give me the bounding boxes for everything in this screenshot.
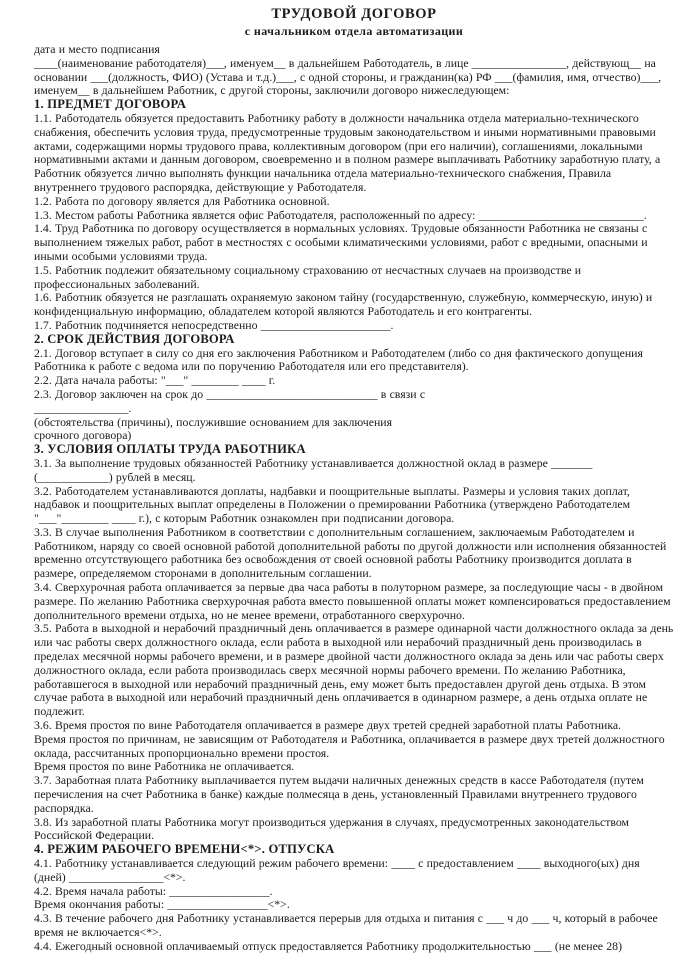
clause-2-3: 2.3. Договор заключен на срок до _____________________________ в связи с: [34, 386, 426, 401]
clause-4-3: 4.3. В течение рабочего дня Работнику устанавливается перерыв для отдыха и питания с ___ ч до ___ ч, который в рабочее время не включается<*>.: [34, 911, 658, 939]
clause-2-2: 2.2. Дата начала работы: "___" ________ ____ г.: [34, 373, 276, 388]
date-place-line: дата и место подписания: [34, 42, 160, 56]
clause-3-1-continuation: (____________) рублей в месяц.: [34, 469, 196, 484]
clause-4-2-line-2: Время окончания работы: _________________<*>.: [34, 897, 290, 912]
clause-3-5: 3.5. Работа в выходной и нерабочий праздничный день оплачивается в размере одинарной части должностного оклада за день или час работы сверх должностного оклада, если работа в выходной или нерабочий праздничный день производилась в пределах месячной нормы рабочего времени, и в размере двойной части должностного оклада за день или час работы сверх должностного оклада, если работа производилась сверх месячной нормы рабочего времени. По желанию Работника, работавшегося в выходной или нерабочий праздничный день, ему может быть предоставлен другой день отдыха. В этом случае работа в выходной или нерабочий праздничный день оплачивается в одинарном размере, а день отдыха оплате не подлежит.: [34, 621, 674, 719]
clause-3-1: 3.1. За выполнение трудовых обязанностей Работнику устанавливается должностной оклад в размере _______: [34, 455, 593, 470]
clause-2-3-note-line-1: (обстоятельства (причины), послужившие основанием для заключения: [34, 414, 392, 429]
section-3-heading: 3. УСЛОВИЯ ОПЛАТЫ ТРУДА РАБОТНИКА: [34, 442, 306, 457]
clause-1-3: 1.3. Местом работы Работника является офис Работодателя, расположенный по адресу: ____________________________.: [34, 207, 647, 222]
clause-4-2: 4.2. Время начала работы: _________________.: [34, 883, 273, 898]
clause-1-7: 1.7. Работник подчиняется непосредственно ______________________.: [34, 317, 394, 332]
clause-3-7: 3.7. Заработная плата Работнику выплачивается путем выдачи наличных денежных средств в кассе Работодателя (путем перечисления на счет Работника в банке) каждые полмесяца в день, установленный Правилами внутреннего трудового распорядка.: [34, 773, 644, 815]
clause-1-6: 1.6. Работник обязуется не разглашать охраняемую законом тайну (государственную, служебную, коммерческую, иную) и конфиденциальную информацию, обладателем которой являются Работодатель и его контрагенты.: [34, 290, 653, 319]
clause-3-2-continuation: "___"________ ____ г.), с которым Работник ознакомлен при подписании договора.: [34, 511, 455, 526]
clause-3-8: 3.8. Из заработной платы Работника могут производиться удержания в случаях, предусмотренных законодательством Российской Федерации.: [34, 814, 629, 843]
section-2-heading: 2. СРОК ДЕЙСТВИЯ ДОГОВОРА: [34, 331, 235, 346]
clause-1-5: 1.5. Работник подлежит обязательному социальному страхованию от несчастных случаев на производстве и профессиональных заболеваний.: [34, 262, 582, 291]
clause-1-2: 1.2. Работа по договору является для Работника основной.: [34, 193, 330, 208]
doc-title: ТРУДОВОЙ ДОГОВОР: [271, 6, 437, 22]
clause-1-1: 1.1. Работодатель обязуется предоставить Работнику работу в должности начальника отдела материально-технического снабжения, обеспечить условия труда, предусмотренные трудовым законодательством и иными нормативными правовыми актами, содержащими нормы трудового права, коллективным договором (при его наличии), соглашениями, локальными нормативными актами и данным договором, своевременно и в полном размере выплачивать Работнику заработную плату, а Работник обязуется лично выполнять функции начальника отдела материально-технического снабжения, Правила внутреннего трудового распорядка, действующие у Работодателя.: [34, 110, 661, 194]
clause-3-3: 3.3. В случае выполнения Работником в соответствии с дополнительным соглашением, заключаемым Работодателем и Работником, наряду со своей основной работой дополнительной работы по другой должности или исполнения обязанностей временно отсутствующего работника без освобождения от своей основной работы Работнику производится доплата в размере, определяемом сторонами в дополнительным соглашении.: [34, 524, 667, 581]
clause-4-4: 4.4. Ежегодный основной оплачиваемый отпуск предоставляется Работнику продолжительностью ___ (не менее 28): [34, 938, 623, 953]
preamble-paragraph: ____(наименование работодателя)___, именуем__ в дальнейшем Работодатель, в лице ________________, действующ__ на основании ___(должность, ФИО) (Устава и т.д.)___, с одной стороны, и гражданин(ка) РФ ___(фамилия, имя, отчество)___, именуем__ в дальнейшем Работник, с другой стороны, заключили договоро нижеследующем:: [34, 55, 662, 98]
doc-subtitle: с начальником отдела автоматизации: [244, 24, 464, 38]
clause-3-6-line-3: Время простоя по вине Работника не оплачивается.: [34, 759, 295, 774]
clause-3-4: 3.4. Сверхурочная работа оплачивается за первые два часа работы в полуторном размере, за последующие часы - в двойном размере. По желанию Работника сверхурочная работа вместо повышенной оплаты может компенсироваться предоставлением дополнительного времени отдыха, но не менее времени, отработанного сверхурочно.: [34, 580, 671, 622]
clause-2-1: 2.1. Договор вступает в силу со дня его заключения Работником и Работодателем (либо со дня фактического допущения Работника к работе с ведома или по поручению Работодателя или его представителя).: [34, 345, 643, 374]
clause-1-4: 1.4. Труд Работника по договору осуществляется в нормальных условиях. Трудовые обязанности Работника не связаны с выполнением тяжелых работ, работ в местностях с особыми климатическими условиями, работ с вредными, опасными и иными особыми условиями труда.: [34, 221, 648, 263]
section-4-heading: 4. РЕЖИМ РАБОЧЕГО ВРЕМЕНИ<*>. ОТПУСКА: [34, 842, 335, 857]
clause-3-6-line-2: Время простоя по причинам, не зависящим от Работодателя и Работника, оплачивается в размере двух третей должностного оклада, рассчитанных пропорционально времени простоя.: [34, 731, 665, 760]
clause-2-3-note-line-2: срочного договора): [34, 428, 132, 443]
clause-3-2: 3.2. Работодателем устанавливаются доплаты, надбавки и поощрительные выплаты. Размеры и условия таких доплат, надбавок и поощрительных выплат определены в Положении о премировании Работника (утверждено Работодателем: [34, 483, 631, 512]
clause-3-6: 3.6. Время простоя по вине Работодателя оплачивается в размере двух третей средней заработной платы Работника.: [34, 718, 622, 733]
clause-4-1: 4.1. Работнику устанавливается следующий режим рабочего времени: ____ с предоставлением ____ выходного(ых) дня (дней) ________________<*>.: [34, 856, 640, 884]
clause-2-3-blank-line: ________________.: [34, 400, 132, 415]
section-1-heading: 1. ПРЕДМЕТ ДОГОВОРА: [34, 97, 187, 112]
